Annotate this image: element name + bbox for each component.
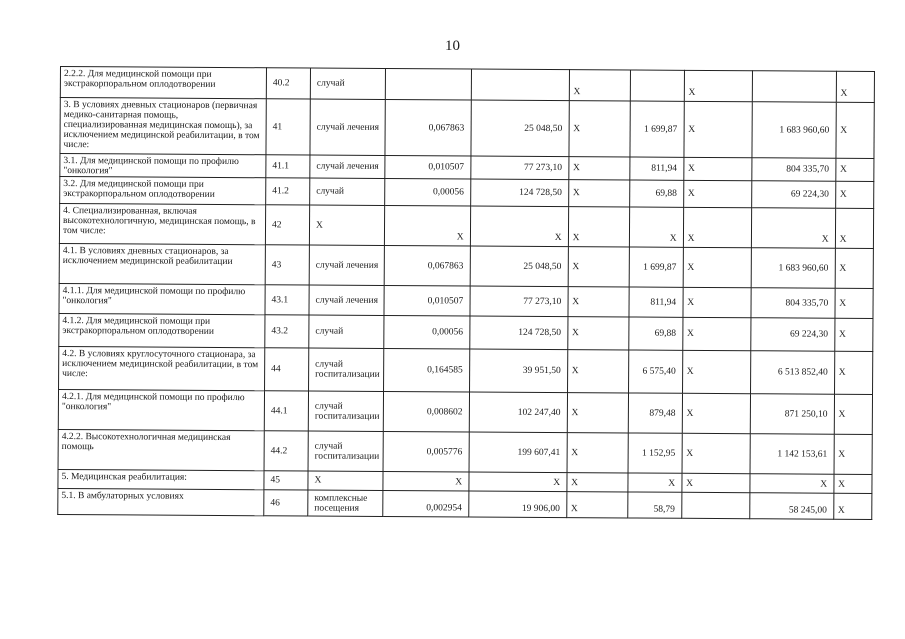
- row-col5-cell: 124 728,50: [469, 316, 567, 350]
- row-col9-cell: Х: [751, 208, 835, 249]
- row-unit-cell: случай: [310, 68, 385, 99]
- row-code-cell: 44.1: [264, 391, 308, 431]
- row-name-cell: 4.2.1. Для медицинской помощи по профилю "онкология": [58, 389, 264, 430]
- row-col10-cell: Х: [834, 351, 872, 394]
- row-col10-cell: Х: [835, 158, 873, 181]
- row-unit-cell: случай госпитализации: [308, 391, 383, 431]
- row-col4-cell: 0,010507: [384, 155, 470, 179]
- row-code-cell: 41.1: [266, 155, 310, 178]
- row-col6-cell: Х: [567, 350, 628, 393]
- row-code-cell: 41.2: [266, 178, 310, 205]
- row-col7-cell: 69,88: [629, 180, 683, 207]
- row-col6-cell: Х: [567, 393, 628, 433]
- row-unit-cell: случай лечения: [309, 285, 384, 315]
- row-unit-cell: случай лечения: [310, 155, 385, 178]
- row-col10-cell: Х: [835, 181, 873, 208]
- row-col10-cell: Х: [835, 288, 873, 318]
- row-col4-cell: 0,067863: [385, 99, 471, 156]
- row-col10-cell: Х: [834, 434, 872, 474]
- row-unit-cell: Х: [309, 205, 384, 245]
- row-code-cell: 44: [265, 348, 309, 391]
- row-name-cell: 4.2. В условиях круглосуточного стационара, за исключением медицинской реабилитации, в том числе:: [59, 346, 265, 390]
- row-unit-cell: случай: [309, 315, 384, 348]
- table-row: [59, 243, 873, 288]
- row-code-cell: 45: [264, 471, 308, 490]
- table-row: [60, 98, 874, 159]
- row-col4-cell: Х: [384, 205, 470, 246]
- row-col6-cell: Х: [568, 180, 629, 207]
- row-col6-cell: Х: [569, 70, 630, 101]
- row-col5-cell: Х: [470, 206, 568, 247]
- row-name-cell: 2.2.2. Для медицинской помощи при экстракорпоральном оплодотворении: [60, 67, 266, 99]
- row-col5-cell: 102 247,40: [469, 392, 567, 433]
- row-col4-cell: [385, 68, 471, 100]
- row-col6-cell: Х: [568, 207, 629, 247]
- row-col4-cell: 0,008602: [383, 391, 469, 432]
- row-col8-cell: Х: [684, 101, 752, 157]
- row-col10-cell: Х: [834, 318, 872, 351]
- row-unit-cell: случай лечения: [309, 245, 384, 285]
- row-col4-cell: Х: [383, 471, 469, 491]
- row-code-cell: 41: [266, 99, 310, 155]
- row-col8-cell: Х: [684, 70, 752, 101]
- row-col7-cell: [630, 70, 684, 101]
- row-unit-cell: Х: [308, 471, 383, 490]
- row-col7-cell: 1 699,87: [630, 101, 684, 157]
- table-row: [59, 346, 873, 394]
- row-code-cell: 43.2: [265, 315, 309, 348]
- row-col6-cell: Х: [568, 247, 629, 287]
- row-col8-cell: Х: [683, 247, 751, 287]
- row-code-cell: 42: [265, 205, 309, 245]
- table-row: [58, 389, 872, 434]
- row-col4-cell: 0,00056: [384, 178, 470, 206]
- row-col8-cell: Х: [683, 157, 751, 180]
- row-name-cell: 4.1.2. Для медицинской помощи при экстракорпоральном оплодотворении: [59, 313, 265, 347]
- table-row: [58, 429, 872, 474]
- row-unit-cell: случай: [310, 178, 385, 205]
- row-col10-cell: Х: [836, 71, 874, 102]
- row-col7-cell: 58,79: [627, 492, 681, 518]
- row-col9-cell: 804 335,70: [751, 288, 835, 319]
- row-col8-cell: [681, 492, 749, 518]
- row-col8-cell: Х: [683, 287, 751, 317]
- row-col4-cell: 0,00056: [383, 315, 469, 349]
- row-col5-cell: [471, 69, 569, 101]
- row-col9-cell: 1 142 153,61: [750, 434, 834, 475]
- row-col9-cell: 804 335,70: [751, 158, 835, 182]
- table-row: [59, 283, 873, 318]
- row-col10-cell: Х: [834, 474, 872, 493]
- row-code-cell: 44.2: [264, 431, 308, 471]
- row-col7-cell: 69,88: [628, 317, 682, 350]
- row-col5-cell: 77 273,10: [470, 286, 568, 317]
- page-number: 10: [445, 38, 460, 54]
- row-name-cell: 3.2. Для медицинской помощи при экстракорпоральном оплодотворении: [60, 177, 266, 205]
- table-row: [58, 488, 872, 519]
- row-name-cell: 4. Специализированная, включая высокотехнологичную, медицинская помощь, в том числе:: [59, 204, 265, 245]
- row-col9-cell: 1 683 960,60: [752, 102, 836, 159]
- row-col9-cell: 871 250,10: [750, 394, 834, 435]
- row-col8-cell: Х: [682, 393, 750, 433]
- row-col9-cell: 58 245,00: [749, 493, 833, 520]
- row-name-cell: 3. В условиях дневных стационаров (первичная медико-санитарная помощь, специализированная медицинская помощь), за исключением медицинской реабилитации, в том числе:: [60, 98, 266, 155]
- row-col9-cell: Х: [750, 474, 834, 494]
- row-name-cell: 5. Медицинская реабилитация:: [58, 469, 264, 489]
- row-col10-cell: Х: [833, 493, 871, 519]
- data-table: [57, 66, 874, 520]
- row-col8-cell: Х: [683, 207, 751, 247]
- row-col5-cell: 25 048,50: [470, 246, 568, 287]
- row-col5-cell: 39 951,50: [469, 349, 567, 393]
- row-unit-cell: комплексные посещения: [308, 490, 383, 516]
- row-name-cell: 4.2.2. Высокотехнологичная медицинская помощь: [58, 429, 264, 470]
- row-col8-cell: Х: [683, 180, 751, 207]
- table-row: [59, 204, 873, 249]
- row-col9-cell: 6 513 852,40: [750, 351, 834, 395]
- row-col5-cell: 124 728,50: [470, 179, 568, 207]
- row-col7-cell: 811,94: [629, 157, 683, 180]
- row-col10-cell: Х: [835, 208, 873, 248]
- row-col7-cell: 1 152,95: [628, 433, 682, 473]
- row-col4-cell: 0,164585: [383, 348, 469, 392]
- row-col6-cell: Х: [568, 287, 629, 317]
- row-col6-cell: Х: [567, 433, 628, 473]
- row-col4-cell: 0,067863: [384, 245, 470, 286]
- row-name-cell: 5.1. В амбулаторных условиях: [58, 488, 264, 515]
- row-col10-cell: Х: [834, 394, 872, 434]
- row-col8-cell: Х: [682, 350, 750, 393]
- row-col4-cell: 0,002954: [382, 490, 468, 517]
- row-col5-cell: 19 906,00: [468, 491, 566, 518]
- row-code-cell: 40.2: [266, 68, 310, 99]
- row-col6-cell: Х: [569, 101, 630, 157]
- row-col5-cell: Х: [469, 472, 567, 492]
- row-col9-cell: [752, 71, 836, 103]
- row-code-cell: 43.1: [265, 285, 309, 315]
- row-col9-cell: 69 224,30: [751, 181, 835, 209]
- row-col4-cell: 0,005776: [383, 431, 469, 472]
- row-name-cell: 4.1.1. Для медицинской помощи по профилю "онкология": [59, 283, 265, 314]
- row-col4-cell: 0,010507: [384, 285, 470, 316]
- row-unit-cell: случай лечения: [310, 99, 385, 155]
- row-name-cell: 3.1. Для медицинской помощи по профилю "онкология": [60, 154, 266, 178]
- row-code-cell: 46: [264, 490, 308, 516]
- row-col5-cell: 25 048,50: [471, 100, 569, 157]
- table-row: [59, 313, 873, 351]
- row-col7-cell: 1 699,87: [629, 247, 683, 287]
- row-code-cell: 43: [265, 245, 309, 285]
- row-col6-cell: Х: [568, 157, 629, 180]
- row-col5-cell: 77 273,10: [470, 156, 568, 180]
- row-col7-cell: 811,94: [629, 287, 683, 317]
- row-col6-cell: Х: [567, 473, 628, 492]
- row-col7-cell: Х: [628, 473, 682, 492]
- row-col7-cell: 879,48: [628, 393, 682, 433]
- row-col9-cell: 1 683 960,60: [751, 248, 835, 289]
- row-col10-cell: Х: [835, 248, 873, 288]
- row-col7-cell: 6 575,40: [628, 350, 682, 393]
- row-col8-cell: Х: [682, 473, 750, 492]
- row-unit-cell: случай госпитализации: [308, 431, 383, 471]
- row-col6-cell: Х: [567, 317, 628, 350]
- row-col6-cell: Х: [566, 492, 627, 518]
- row-name-cell: 4.1. В условиях дневных стационаров, за исключением медицинской реабилитации: [59, 243, 265, 284]
- row-col5-cell: 199 607,41: [469, 432, 567, 473]
- row-col10-cell: Х: [836, 102, 874, 158]
- row-col9-cell: 69 224,30: [750, 318, 834, 352]
- row-col8-cell: Х: [682, 317, 750, 350]
- row-col7-cell: Х: [629, 207, 683, 247]
- row-col8-cell: Х: [682, 433, 750, 473]
- row-unit-cell: случай госпитализации: [309, 348, 384, 391]
- table-row: [60, 67, 874, 103]
